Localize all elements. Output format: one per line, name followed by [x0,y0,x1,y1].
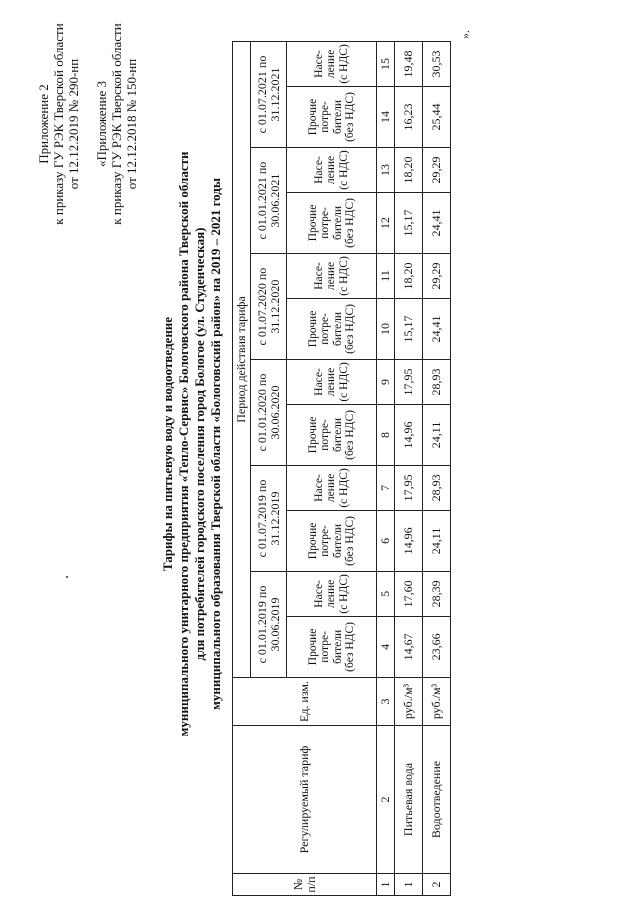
period-1: с 01.01.2019 по 30.06.2019 [251,572,287,678]
sub-other: Прочие потре- бители (без НДС) [287,616,377,677]
table-row [423,42,451,896]
attachment2-line3: от 12.12.2019 № 290-нп [66,58,81,190]
value-cell: 29,29 [423,148,451,193]
value-cell: 23,66 [423,616,451,677]
table-header-row [233,42,251,896]
sub-population: Насе- ление (с НДС) [287,466,377,511]
period-5: с 01.01.2021 по 30.06.2021 [251,148,287,254]
index-cell: 6 [377,510,395,571]
period-3: с 01.01.2020 по 30.06.2020 [251,360,287,466]
index-cell: 11 [377,254,395,299]
sub-other: Прочие потре- бители (без НДС) [287,298,377,359]
sub-population: Насе- ление (с НДС) [287,254,377,299]
value-cell: 14,96 [395,510,423,571]
period-4: с 01.07.2020 по 31.12.2020 [251,254,287,360]
sub-other: Прочие потре- бители (без НДС) [287,192,377,253]
attachment2-line1: Приложение 2 [36,84,51,164]
row-unit: руб./м³ [423,678,451,726]
header-period: Период действия тарифа [233,42,251,678]
attachment3-line3: от 12.12.2018 № 150-нп [124,58,139,190]
index-cell: 4 [377,616,395,677]
index-cell: 15 [377,42,395,87]
value-cell: 15,17 [395,192,423,253]
value-cell: 24,11 [423,404,451,465]
table-index-row [377,42,395,896]
header-unit: Ед. изм. [233,678,377,726]
value-cell: 18,20 [395,254,423,299]
value-cell: 17,95 [395,360,423,405]
value-cell: 18,20 [395,148,423,193]
period-2: с 01.07.2019 по 31.12.2019 [251,466,287,572]
value-cell: 29,29 [423,254,451,299]
index-cell: 9 [377,360,395,405]
row-tariff-name: Питьевая вода [395,726,423,874]
attachment3-block [94,4,139,244]
row-unit: руб./м³ [395,678,423,726]
index-cell: 3 [377,678,395,726]
index-cell: 8 [377,404,395,465]
title-line3: для потребителей городского поселения город Бологое (ул. Студенческая) [192,227,207,661]
attachment2-line2: к приказу ГУ РЭК Тверской области [51,23,66,225]
index-cell: 12 [377,192,395,253]
row-num: 1 [395,874,423,896]
sub-other: Прочие потре- бители (без НДС) [287,86,377,147]
sub-population: Насе- ление (с НДС) [287,42,377,87]
scan-speck [66,576,68,578]
index-cell: 5 [377,572,395,617]
document-title [160,144,224,744]
attachment3-line1: «Приложение 3 [94,80,109,168]
index-cell: 13 [377,148,395,193]
attachment2-block [36,4,81,244]
row-tariff-name: Водоотведение [423,726,451,874]
value-cell: 30,53 [423,42,451,87]
title-line4: муниципального образования Тверской области «Бологовский район» на 2019 – 2021 годы [208,178,223,711]
row-num: 2 [423,874,451,896]
value-cell: 28,93 [423,360,451,405]
value-cell: 14,96 [395,404,423,465]
index-cell: 1 [377,874,395,896]
attachment3-line2: к приказу ГУ РЭК Тверской области [109,23,124,225]
index-cell: 10 [377,298,395,359]
index-cell: 2 [377,726,395,874]
tariff-table [232,41,451,896]
table-row [395,42,423,896]
index-cell: 7 [377,466,395,511]
value-cell: 24,11 [423,510,451,571]
title-line2: муниципального унитарного предприятия «Тепло-Сервис» Бологовского района Тверской области [176,151,191,737]
sub-population: Насе- ление (с НДС) [287,360,377,405]
closing-quote-mark: ». [458,30,472,39]
value-cell: 16,23 [395,86,423,147]
value-cell: 24,41 [423,298,451,359]
period-6: с 01.07.2021 по 31.12.2021 [251,42,287,148]
sub-population: Насе- ление (с НДС) [287,572,377,617]
value-cell: 14,67 [395,616,423,677]
value-cell: 24,41 [423,192,451,253]
value-cell: 15,17 [395,298,423,359]
value-cell: 17,60 [395,572,423,617]
header-num: № п/п [233,874,377,896]
header-tariff: Регулируемый тариф [233,726,377,874]
value-cell: 19,48 [395,42,423,87]
value-cell: 28,93 [423,466,451,511]
index-cell: 14 [377,86,395,147]
value-cell: 17,95 [395,466,423,511]
value-cell: 28,39 [423,572,451,617]
sub-other: Прочие потре- бители (без НДС) [287,404,377,465]
value-cell: 25,44 [423,86,451,147]
title-line1: Тарифы на питьевую воду и водоотведение [160,316,175,572]
sub-population: Насе- ление (с НДС) [287,148,377,193]
sub-other: Прочие потре- бители (без НДС) [287,510,377,571]
